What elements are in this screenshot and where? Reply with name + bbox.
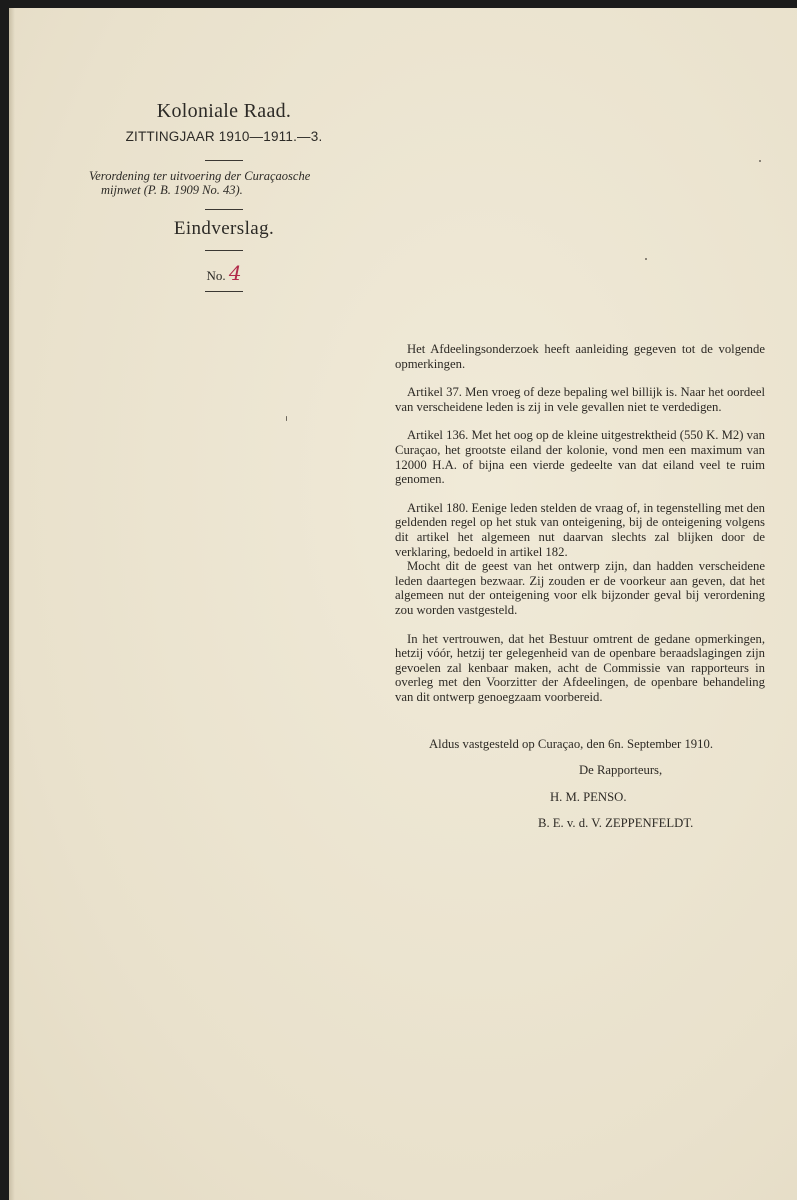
divider: [205, 209, 243, 210]
regulation-line-2: mijnwet (P. B. 1909 No. 43).: [101, 183, 243, 197]
report-body: [395, 342, 765, 718]
paragraph-article-180: Artikel 180. Eenige leden stelden de vraag of, in tegenstelling met den geldenden regel op het stuk van onteigening, bij de onteigening volgens dit artikel het algemeen nut daarvan slechts zal blijken door de verklaring, bedoeld in artikel 182.: [395, 500, 765, 559]
handwritten-number: 4: [228, 261, 242, 285]
signatory-1: H. M. PENSO.: [550, 790, 627, 804]
paper-speck: [645, 258, 647, 260]
divider: [205, 160, 243, 161]
number-label: No.: [206, 268, 226, 283]
divider: [205, 250, 243, 251]
page-edge-shadow: [9, 8, 15, 1200]
rapporteurs-label: De Rapporteurs,: [579, 763, 663, 777]
regulation-line-1: Verordening ter uitvoering der Curaçaosche: [89, 169, 311, 183]
closing-line: Aldus vastgesteld op Curaçao, den 6n. September 1910.: [429, 737, 714, 751]
document-page: [9, 8, 797, 1200]
paper-speck: [759, 160, 761, 162]
paragraph-article-136: Artikel 136. Met het oog op de kleine uitgestrektheid (550 K. M2) van Curaçao, het grootste eiland der kolonie, vond men een maximum van 12000 H.A. of bijna een vierde gedeelte van dat eiland veel te ruim genomen.: [395, 428, 765, 487]
paragraph-objection: Mocht dit de geest van het ontwerp zijn, dan hadden verscheidene leden daartegen bezwaar. Zij zouden er de voorkeur aan geven, dat het algemeen nut der onteigening voor elk bijzonder geval bij verordening zou worden vastgesteld.: [395, 559, 765, 617]
paragraph-conclusion: In het vertrouwen, dat het Bestuur omtrent de gedane opmerkingen, hetzij vóór, hetzij ter gelegenheid van de openbare beraadslagingen zijn gevoelen zal kenbaar maken, acht de Commissie van rapporteurs in overleg met den Voorzitter der Afdeelingen, de openbare behandeling van dit ontwerp genoegzaam voorbereid.: [395, 631, 765, 704]
council-name: Koloniale Raad.: [156, 100, 292, 122]
document-header: [89, 100, 359, 292]
paper-speck: [286, 416, 287, 421]
regulation-subject: [89, 169, 359, 197]
session-year: ZITTINGJAAR 1910—1911.—3.: [125, 129, 323, 144]
signatory-2: B. E. v. d. V. ZEPPENFELDT.: [538, 816, 694, 830]
paragraph-intro: Het Afdeelingsonderzoek heeft aanleiding gegeven tot de volgende opmerkingen.: [395, 342, 765, 371]
report-title: Eindverslag.: [173, 218, 275, 239]
divider: [205, 291, 243, 292]
report-number: [89, 261, 359, 285]
paragraph-article-37: Artikel 37. Men vroeg of deze bepaling wel billijk is. Naar het oordeel van verscheidene leden is zij in vele gevallen niet te verdedigen.: [395, 385, 765, 414]
